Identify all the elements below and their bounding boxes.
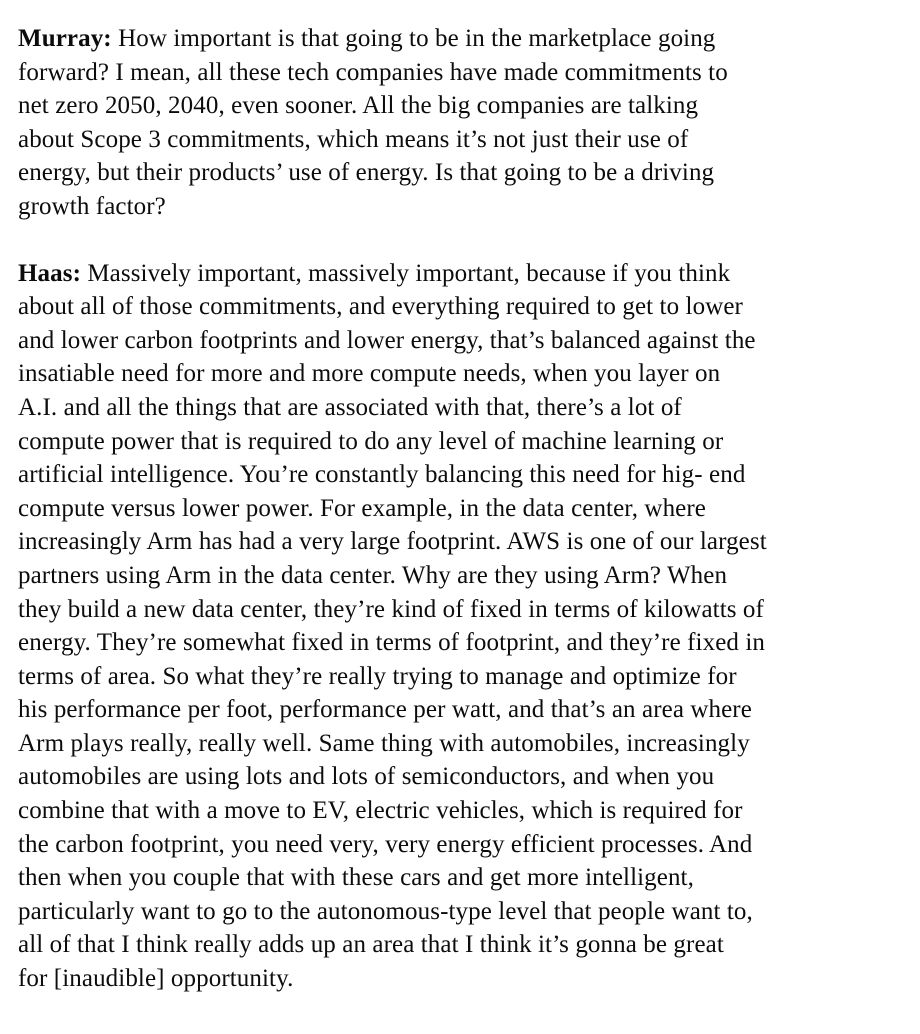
transcript-line: net zero 2050, 2040, even sooner. All the big companies are talking [18,92,699,120]
transcript-line: compute power that is required to do any level of machine learning or [18,427,724,455]
speaker-label: Murray: [18,25,112,52]
transcript-line: A.I. and all the things that are associated with that, there’s a lot of [18,393,682,421]
transcript-line: growth factor? [18,192,166,220]
transcript-line: then when you couple that with these cars and get more intelligent, [18,864,694,892]
transcript-line: and lower carbon footprints and lower energy, that’s balanced against the [18,326,756,354]
transcript-line: artificial intelligence. You’re constantly balancing this need for hig- end [18,461,746,489]
transcript-line: terms of area. So what they’re really trying to manage and optimize for [18,662,737,690]
transcript-line: Haas: Massively important, massively important, because if you think [18,259,731,287]
transcript-line: compute versus lower power. For example, in the data center, where [18,494,706,522]
transcript-line: energy. They’re somewhat fixed in terms of footprint, and they’re fixed in [18,629,765,657]
transcript-line: the carbon footprint, you need very, very energy efficient processes. And [18,830,753,858]
transcript-line: about all of those commitments, and everything required to get to lower [18,293,743,321]
transcript-paragraph-murray [18,22,902,224]
transcript-line: combine that with a move to EV, electric vehicles, which is required for [18,797,743,825]
transcript-line: increasingly Arm has had a very large footprint. AWS is one of our largest [18,528,767,556]
transcript-line: energy, but their products’ use of energy. Is that going to be a driving [18,159,715,187]
transcript-line: for [inaudible] opportunity. [18,965,294,993]
transcript-line: all of that I think really adds up an area that I think it’s gonna be great [18,931,724,959]
transcript-line: automobiles are using lots and lots of semiconductors, and when you [18,763,715,791]
transcript-line: insatiable need for more and more compute needs, when you layer on [18,360,721,388]
transcript-line: Arm plays really, really well. Same thing with automobiles, increasingly [18,729,750,757]
transcript-line: his performance per foot, performance per watt, and that’s an area where [18,696,752,724]
transcript-paragraph-haas [18,257,902,996]
transcript-line: Murray: How important is that going to be in the marketplace going [18,25,716,52]
transcript-line: partners using Arm in the data center. Why are they using Arm? When [18,561,728,589]
speaker-label: Haas: [18,259,81,287]
transcript-line: they build a new data center, they’re kind of fixed in terms of kilowatts of [18,595,764,623]
transcript-line: forward? I mean, all these tech companies have made commitments to [18,58,728,86]
transcript-line: particularly want to go to the autonomous-type level that people want to, [18,897,753,925]
transcript-line: about Scope 3 commitments, which means it’s not just their use of [18,125,689,153]
